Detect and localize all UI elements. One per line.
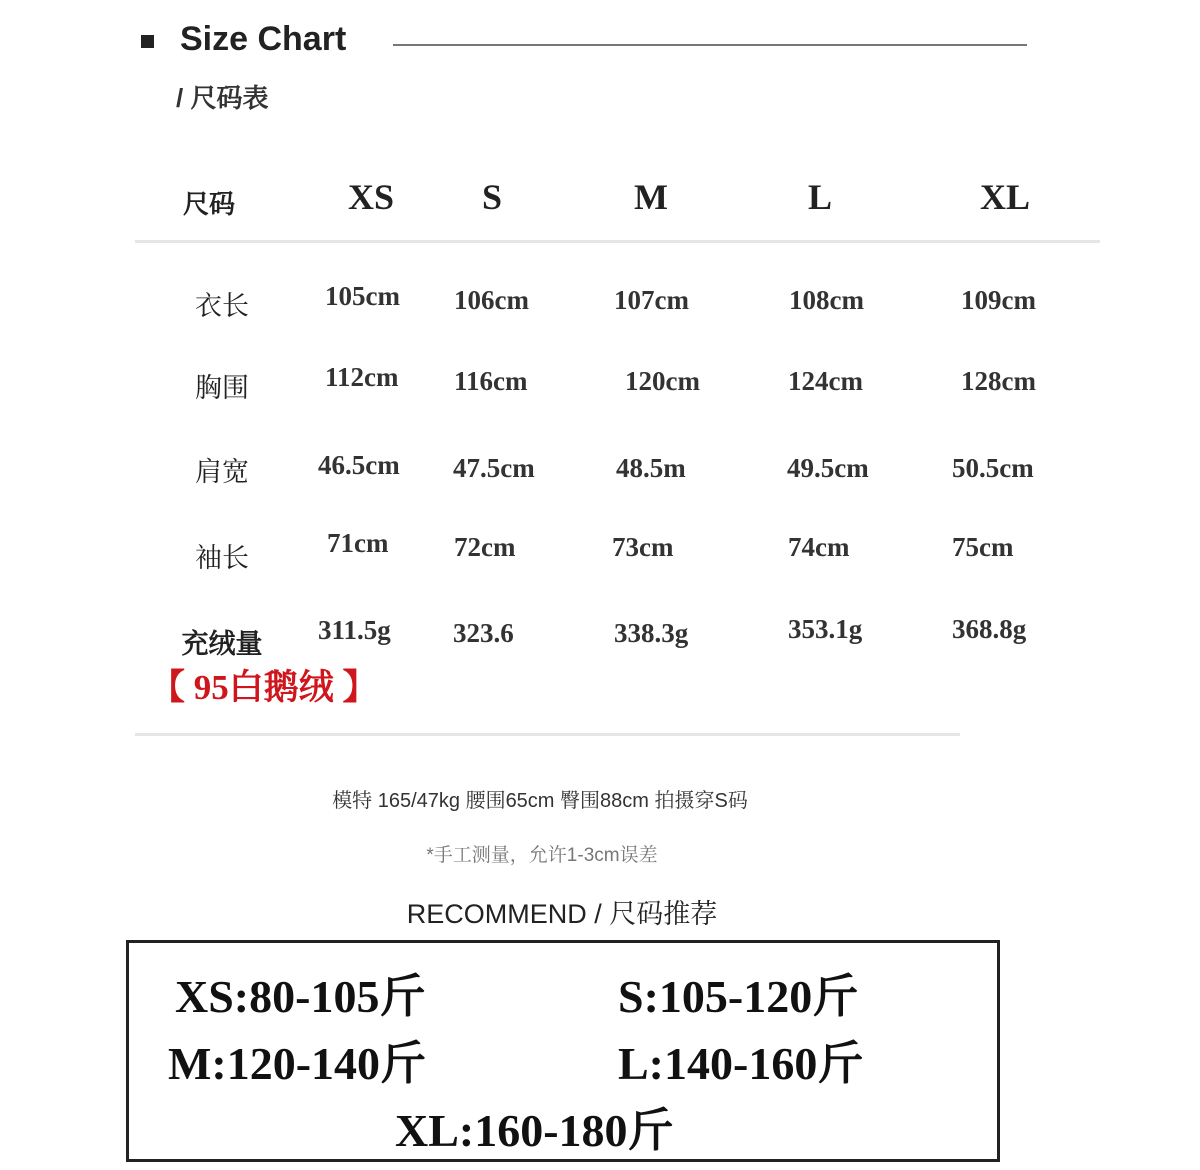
table-cell: 46.5cm (318, 450, 400, 480)
recommendation-xs: XS:80-105斤 (175, 971, 426, 1022)
table-cell: 106cm (454, 285, 529, 315)
title-bullet (141, 35, 154, 48)
model-info: 模特 165/47kg 腰围65cm 臀围88cm 拍摄穿S码 (332, 790, 748, 812)
table-cell: 47.5cm (453, 453, 535, 483)
page-title: Size Chart (180, 20, 347, 58)
size-header-m: M (634, 177, 668, 217)
table-cell: 323.6 (453, 618, 514, 648)
recommendation-m: M:120-140斤 (168, 1038, 427, 1089)
table-cell: 311.5g (318, 615, 391, 645)
recommendation-l: L:140-160斤 (618, 1038, 864, 1089)
recommendation-xl: XL:160-180斤 (395, 1105, 674, 1156)
table-cell: 353.1g (788, 614, 863, 644)
title-divider (393, 44, 1027, 46)
table-cell: 116cm (454, 366, 528, 396)
table-cell: 107cm (614, 285, 689, 315)
row-label-sleeve: 袖长 (195, 543, 249, 573)
table-cell: 73cm (612, 532, 674, 562)
measurement-tolerance-note: *手工测量，允许1-3cm误差 (426, 845, 658, 866)
size-corner-label: 尺码 (183, 189, 236, 219)
recommendation-s: S:105-120斤 (618, 971, 859, 1022)
table-cell: 49.5cm (787, 453, 869, 483)
recommend-heading: RECOMMEND / 尺码推荐 (406, 899, 718, 929)
page-subtitle: / 尺码表 (176, 83, 269, 113)
size-header-l: L (807, 177, 832, 217)
size-header-xs: XS (347, 177, 395, 217)
row-label-shoulder: 肩宽 (195, 457, 249, 487)
table-cell: 112cm (325, 362, 399, 392)
size-header-s: S (481, 177, 503, 217)
table-cell: 48.5m (616, 453, 686, 483)
table-cell: 75cm (952, 532, 1014, 562)
table-cell: 72cm (454, 532, 516, 562)
table-cell: 338.3g (614, 618, 689, 648)
table-cell: 124cm (788, 366, 863, 396)
row-label-chest: 胸围 (195, 373, 249, 403)
table-cell: 128cm (961, 366, 1036, 396)
table-footer-divider (135, 733, 960, 736)
table-cell: 108cm (789, 285, 864, 315)
table-cell: 71cm (327, 528, 389, 558)
table-cell: 368.8g (952, 614, 1027, 644)
table-cell: 105cm (325, 281, 400, 311)
row-label-fill: 充绒量 (181, 629, 263, 659)
table-cell: 50.5cm (952, 453, 1034, 483)
down-fill-note: 【 95白鹅绒 】 (150, 668, 378, 707)
row-label-length: 衣长 (195, 291, 249, 321)
table-cell: 120cm (625, 366, 700, 396)
table-cell: 109cm (961, 285, 1036, 315)
size-header-xl: XL (979, 177, 1030, 217)
table-cell: 74cm (788, 532, 850, 562)
table-header-divider (135, 240, 1100, 243)
